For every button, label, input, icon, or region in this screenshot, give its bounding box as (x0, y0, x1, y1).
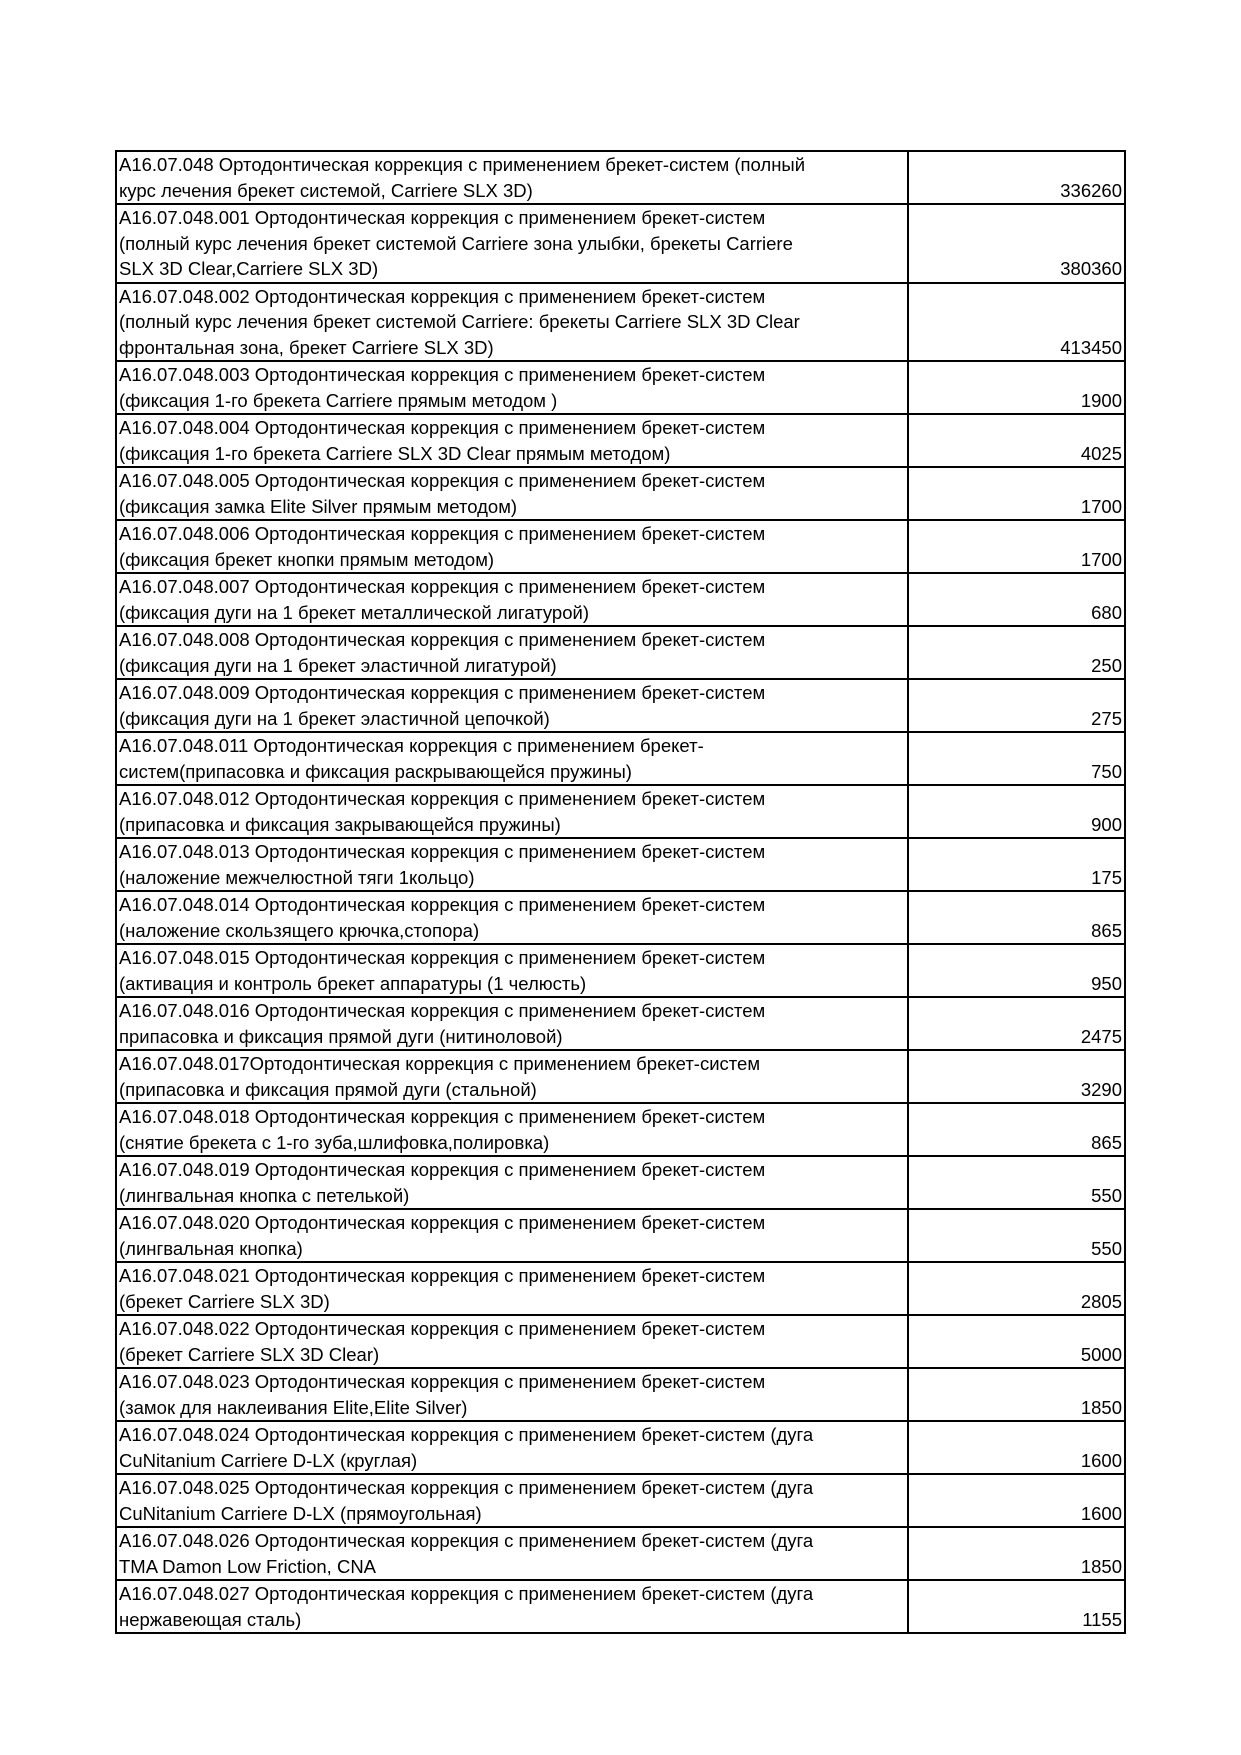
description-line: (фиксация дуги на 1 брекет эластичной лигатурой) (119, 654, 557, 676)
description-line: (фиксация 1-го брекета Carriere SLX 3D Clear прямым методом) (119, 442, 671, 464)
service-price: 550 (908, 1209, 1125, 1262)
service-description (116, 467, 908, 520)
table-row (116, 838, 1125, 891)
service-description (116, 1209, 908, 1262)
description-line: (фиксация замка Elite Silver прямым методом) (119, 495, 518, 517)
table-row (116, 204, 1125, 283)
service-price: 1700 (908, 467, 1125, 520)
table-row (116, 891, 1125, 944)
description-line: систем(припасовка и фиксация раскрывающейся пружины) (119, 760, 632, 782)
service-description (116, 414, 908, 467)
service-description (116, 1474, 908, 1527)
table-row (116, 361, 1125, 414)
table-row (116, 467, 1125, 520)
description-line: SLX 3D Clear,Carriere SLX 3D) (119, 258, 379, 279)
description-line: А16.07.048.002 Ортодонтическая коррекция с применением брекет-систем (119, 285, 766, 307)
service-price: 550 (908, 1156, 1125, 1209)
table-row (116, 1156, 1125, 1209)
table-row (116, 1527, 1125, 1580)
description-line: А16.07.048.018 Ортодонтическая коррекция с применением брекет-систем (119, 1106, 766, 1127)
service-description (116, 1262, 908, 1315)
service-description (116, 204, 908, 283)
description-line: CuNitanium Carriere D-LX (прямоугольная) (119, 1502, 482, 1524)
table-row (116, 520, 1125, 573)
service-price: 250 (908, 626, 1125, 679)
description-line: А16.07.048.025 Ортодонтическая коррекция с применением брекет-систем (дуга (119, 1477, 814, 1498)
description-line: А16.07.048.003 Ортодонтическая коррекция с применением брекет-систем (119, 364, 766, 385)
description-line: (замок для наклеивания Elite,Elite Silver) (119, 1396, 468, 1418)
table-row (116, 1368, 1125, 1421)
description-line: А16.07.048.026 Ортодонтическая коррекция с применением брекет-систем (дуга (119, 1530, 814, 1551)
price-table-body (116, 151, 1125, 1633)
service-price: 380360 (908, 204, 1125, 283)
description-line: (фиксация дуги на 1 брекет металлической лигатурой) (119, 601, 590, 623)
service-price: 1850 (908, 1368, 1125, 1421)
description-line: (лингвальная кнопка с петелькой) (119, 1184, 410, 1206)
description-line: (снятие брекета с 1-го зуба,шлифовка,полировка) (119, 1131, 550, 1153)
description-line: курс лечения брекет системой, Carriere SLX 3D) (119, 179, 533, 201)
service-description (116, 732, 908, 785)
description-line: А16.07.048 Ортодонтическая коррекция с применением брекет-систем (полный (119, 154, 806, 175)
table-row (116, 1580, 1125, 1633)
service-description (116, 1527, 908, 1580)
description-line: А16.07.048.009 Ортодонтическая коррекция с применением брекет-систем (119, 682, 766, 703)
service-price: 336260 (908, 151, 1125, 204)
description-line: (лингвальная кнопка) (119, 1237, 303, 1259)
service-description (116, 573, 908, 626)
table-row (116, 732, 1125, 785)
table-row (116, 944, 1125, 997)
service-description (116, 1368, 908, 1421)
service-description (116, 1421, 908, 1474)
table-row (116, 997, 1125, 1050)
service-price: 1155 (908, 1580, 1125, 1633)
service-description (116, 1156, 908, 1209)
table-row (116, 679, 1125, 732)
service-description (116, 283, 908, 362)
table-row (116, 573, 1125, 626)
description-line: А16.07.048.007 Ортодонтическая коррекция с применением брекет-систем (119, 576, 766, 597)
description-line: А16.07.048.017Ортодонтическая коррекция с применением брекет-систем (119, 1053, 761, 1074)
table-row (116, 414, 1125, 467)
service-description (116, 1103, 908, 1156)
table-row (116, 626, 1125, 679)
description-line: (наложение скользящего крючка,стопора) (119, 919, 480, 941)
service-description (116, 838, 908, 891)
description-line: А16.07.048.027 Ортодонтическая коррекция с применением брекет-систем (дуга (119, 1583, 814, 1604)
service-description (116, 1050, 908, 1103)
description-line: А16.07.048.004 Ортодонтическая коррекция с применением брекет-систем (119, 417, 766, 438)
service-price: 175 (908, 838, 1125, 891)
service-price: 1900 (908, 361, 1125, 414)
description-line: (брекет Carriere SLX 3D) (119, 1290, 330, 1312)
description-line: А16.07.048.020 Ортодонтическая коррекция с применением брекет-систем (119, 1212, 766, 1233)
description-line: (полный курс лечения брекет системой Carriere: брекеты Carriere SLX 3D Clear (119, 311, 800, 332)
description-line: А16.07.048.013 Ортодонтическая коррекция с применением брекет-систем (119, 841, 766, 862)
service-description (116, 1580, 908, 1633)
table-row (116, 283, 1125, 362)
table-row (116, 1421, 1125, 1474)
description-line: А16.07.048.006 Ортодонтическая коррекция с применением брекет-систем (119, 523, 766, 544)
description-line: TMA Damon Low Friction, CNA (119, 1555, 377, 1577)
table-row (116, 1262, 1125, 1315)
description-line: (наложение межчелюстной тяги 1кольцо) (119, 866, 475, 888)
service-price: 2805 (908, 1262, 1125, 1315)
service-price: 1850 (908, 1527, 1125, 1580)
description-line: А16.07.048.022 Ортодонтическая коррекция с применением брекет-систем (119, 1318, 766, 1339)
service-price: 865 (908, 891, 1125, 944)
service-description (116, 361, 908, 414)
description-line: нержавеющая сталь) (119, 1608, 302, 1630)
service-price: 2475 (908, 997, 1125, 1050)
service-description (116, 520, 908, 573)
price-table (115, 150, 1126, 1634)
service-price: 1600 (908, 1474, 1125, 1527)
description-line: А16.07.048.021 Ортодонтическая коррекция с применением брекет-систем (119, 1265, 766, 1286)
service-description (116, 626, 908, 679)
description-line: А16.07.048.015 Ортодонтическая коррекция с применением брекет-систем (119, 947, 766, 968)
table-row (116, 1315, 1125, 1368)
description-line: припасовка и фиксация прямой дуги (нитиноловой) (119, 1025, 563, 1047)
table-row (116, 1474, 1125, 1527)
description-line: фронтальная зона, брекет Carriere SLX 3D) (119, 336, 494, 358)
description-line: А16.07.048.011 Ортодонтическая коррекция с применением брекет- (119, 735, 704, 756)
description-line: (припасовка и фиксация закрывающейся пружины) (119, 813, 561, 835)
description-line: А16.07.048.024 Ортодонтическая коррекция с применением брекет-систем (дуга (119, 1424, 814, 1445)
service-price: 5000 (908, 1315, 1125, 1368)
service-description (116, 1315, 908, 1368)
description-line: CuNitanium Carriere D-LX (круглая) (119, 1449, 418, 1471)
table-row (116, 1050, 1125, 1103)
description-line: (фиксация дуги на 1 брекет эластичной цепочкой) (119, 707, 550, 729)
description-line: (брекет Carriere SLX 3D Clear) (119, 1343, 380, 1365)
description-line: А16.07.048.001 Ортодонтическая коррекция с применением брекет-систем (119, 207, 766, 228)
service-price: 1700 (908, 520, 1125, 573)
table-row (116, 151, 1125, 204)
service-price: 865 (908, 1103, 1125, 1156)
service-description (116, 997, 908, 1050)
description-line: (фиксация 1-го брекета Carriere прямым методом ) (119, 389, 558, 411)
service-price: 900 (908, 785, 1125, 838)
service-description (116, 891, 908, 944)
table-row (116, 1103, 1125, 1156)
description-line: А16.07.048.008 Ортодонтическая коррекция с применением брекет-систем (119, 629, 766, 650)
description-line: А16.07.048.019 Ортодонтическая коррекция с применением брекет-систем (119, 1159, 766, 1180)
description-line: А16.07.048.023 Ортодонтическая коррекция с применением брекет-систем (119, 1371, 766, 1392)
description-line: (полный курс лечения брекет системой Carriere зона улыбки, брекеты Carriere (119, 232, 793, 254)
description-line: А16.07.048.005 Ортодонтическая коррекция с применением брекет-систем (119, 470, 766, 491)
service-description (116, 151, 908, 204)
description-line: (припасовка и фиксация прямой дуги (стальной) (119, 1078, 537, 1100)
service-price: 750 (908, 732, 1125, 785)
service-price: 275 (908, 679, 1125, 732)
description-line: (фиксация брекет кнопки прямым методом) (119, 548, 495, 570)
service-description (116, 944, 908, 997)
description-line: А16.07.048.014 Ортодонтическая коррекция с применением брекет-систем (119, 894, 766, 915)
service-price: 413450 (908, 283, 1125, 362)
description-line: А16.07.048.012 Ортодонтическая коррекция с применением брекет-систем (119, 788, 766, 809)
service-description (116, 785, 908, 838)
table-row (116, 785, 1125, 838)
service-description (116, 679, 908, 732)
service-price: 3290 (908, 1050, 1125, 1103)
description-line: (активация и контроль брекет аппаратуры (1 челюсть) (119, 972, 587, 994)
service-price: 1600 (908, 1421, 1125, 1474)
service-price: 950 (908, 944, 1125, 997)
table-row (116, 1209, 1125, 1262)
description-line: А16.07.048.016 Ортодонтическая коррекция с применением брекет-систем (119, 1000, 766, 1021)
service-price: 680 (908, 573, 1125, 626)
service-price: 4025 (908, 414, 1125, 467)
